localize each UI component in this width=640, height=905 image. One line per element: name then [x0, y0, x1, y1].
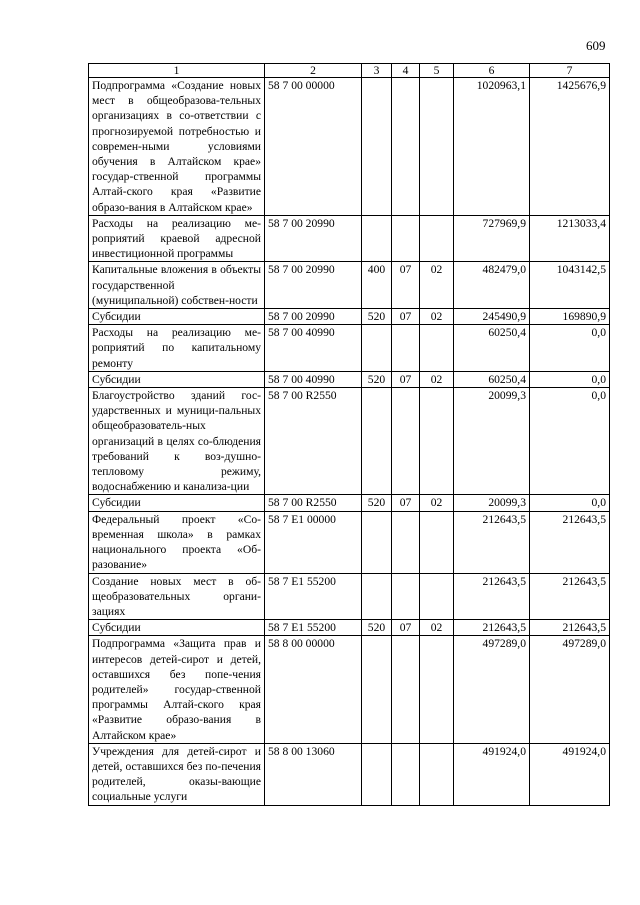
column-header: 5 [420, 64, 454, 78]
row-name: Расходы на реализацию ме-роприятий по капитальному ремонту [89, 325, 265, 372]
table-row [89, 309, 610, 325]
row-section: 07 [392, 495, 420, 511]
table-row [89, 743, 610, 805]
row-section [392, 511, 420, 573]
row-value-7: 1425676,9 [530, 78, 610, 216]
row-code: 58 7 00 40990 [265, 371, 362, 387]
row-type: 400 [362, 262, 392, 309]
row-subsection [420, 215, 454, 262]
row-value-7: 497289,0 [530, 636, 610, 743]
row-code: 58 7 E1 00000 [265, 511, 362, 573]
page-number: 609 [586, 38, 606, 53]
row-value-7: 212643,5 [530, 511, 610, 573]
row-type: 520 [362, 495, 392, 511]
row-value-6: 20099,3 [454, 388, 530, 495]
table-row [89, 495, 610, 511]
row-name: Субсидии [89, 309, 265, 325]
row-value-7: 1043142,5 [530, 262, 610, 309]
row-code: 58 7 00 R2550 [265, 495, 362, 511]
row-code: 58 7 00 00000 [265, 78, 362, 216]
row-section [392, 636, 420, 743]
row-subsection [420, 573, 454, 620]
row-type [362, 511, 392, 573]
row-subsection [420, 743, 454, 805]
row-type [362, 78, 392, 216]
row-value-6: 212643,5 [454, 511, 530, 573]
row-value-6: 491924,0 [454, 743, 530, 805]
row-name: Учреждения для детей-сирот и детей, оставшихся без по-печения родителей, оказы-вающие социальные услуги [89, 743, 265, 805]
row-type [362, 743, 392, 805]
row-code: 58 8 00 00000 [265, 636, 362, 743]
row-name: Создание новых мест в об-щеобразовательных органи-зациях [89, 573, 265, 620]
column-header: 6 [454, 64, 530, 78]
row-subsection [420, 388, 454, 495]
row-value-6: 497289,0 [454, 636, 530, 743]
table-row [89, 262, 610, 309]
row-value-7: 0,0 [530, 325, 610, 372]
row-name: Капитальные вложения в объекты государственной (муниципальной) собствен-ности [89, 262, 265, 309]
row-code: 58 8 00 13060 [265, 743, 362, 805]
row-subsection [420, 636, 454, 743]
row-type: 520 [362, 309, 392, 325]
row-value-7: 1213033,4 [530, 215, 610, 262]
row-value-7: 0,0 [530, 495, 610, 511]
row-subsection: 02 [420, 309, 454, 325]
row-type: 520 [362, 620, 392, 636]
table-row [89, 636, 610, 743]
row-section [392, 573, 420, 620]
table-row [89, 511, 610, 573]
column-header: 4 [392, 64, 420, 78]
row-value-7: 491924,0 [530, 743, 610, 805]
row-subsection [420, 78, 454, 216]
row-code: 58 7 00 40990 [265, 325, 362, 372]
column-header: 1 [89, 64, 265, 78]
table-row [89, 388, 610, 495]
row-name: Подпрограмма «Создание новых мест в общеобразова-тельных организациях в со-ответствии с прогнозируемой потребностью и современ-ными условиями обучения в Алтайском крае» государ-ственной программы Алтай-ского края «Развитие образо-вания в Алтайском крае» [89, 78, 265, 216]
row-value-7: 169890,9 [530, 309, 610, 325]
row-type [362, 388, 392, 495]
row-section [392, 325, 420, 372]
table-row [89, 620, 610, 636]
row-type: 520 [362, 371, 392, 387]
row-subsection: 02 [420, 620, 454, 636]
row-value-7: 0,0 [530, 371, 610, 387]
row-section [392, 743, 420, 805]
row-name: Благоустройство зданий гос-ударственных и муници-пальных общеобразователь-ных организаций в целях со-блюдения требований к воз-душно-тепловому режиму, водоснабжению и канализа-ции [89, 388, 265, 495]
row-section: 07 [392, 371, 420, 387]
row-name: Подпрограмма «Защита прав и интересов детей-сирот и детей, оставшихся без попе-чения родителей» государ-ственной программы Алтай-ского края «Развитие образо-вания в Алтайском крае» [89, 636, 265, 743]
row-subsection: 02 [420, 262, 454, 309]
row-name: Субсидии [89, 620, 265, 636]
column-header: 7 [530, 64, 610, 78]
table-row [89, 215, 610, 262]
row-value-6: 20099,3 [454, 495, 530, 511]
row-name: Субсидии [89, 495, 265, 511]
row-code: 58 7 E1 55200 [265, 573, 362, 620]
row-type [362, 636, 392, 743]
budget-table [88, 63, 610, 806]
row-value-6: 212643,5 [454, 620, 530, 636]
row-type [362, 215, 392, 262]
row-section: 07 [392, 309, 420, 325]
row-value-6: 212643,5 [454, 573, 530, 620]
row-code: 58 7 00 20990 [265, 309, 362, 325]
row-section [392, 215, 420, 262]
row-value-6: 245490,9 [454, 309, 530, 325]
row-subsection: 02 [420, 495, 454, 511]
row-section: 07 [392, 262, 420, 309]
row-section: 07 [392, 620, 420, 636]
row-value-6: 60250,4 [454, 371, 530, 387]
row-value-6: 1020963,1 [454, 78, 530, 216]
row-name: Федеральный проект «Со-временная школа» в рамках национального проекта «Об-разование» [89, 511, 265, 573]
row-value-6: 482479,0 [454, 262, 530, 309]
row-value-7: 0,0 [530, 388, 610, 495]
row-code: 58 7 00 R2550 [265, 388, 362, 495]
row-code: 58 7 E1 55200 [265, 620, 362, 636]
row-subsection [420, 511, 454, 573]
row-name: Субсидии [89, 371, 265, 387]
row-value-7: 212643,5 [530, 573, 610, 620]
row-value-6: 727969,9 [454, 215, 530, 262]
table-row [89, 371, 610, 387]
table-row [89, 573, 610, 620]
row-code: 58 7 00 20990 [265, 215, 362, 262]
table-row [89, 325, 610, 372]
column-header: 2 [265, 64, 362, 78]
column-header: 3 [362, 64, 392, 78]
table-row [89, 78, 610, 216]
row-type [362, 573, 392, 620]
row-subsection: 02 [420, 371, 454, 387]
row-value-7: 212643,5 [530, 620, 610, 636]
row-type [362, 325, 392, 372]
row-value-6: 60250,4 [454, 325, 530, 372]
row-section [392, 388, 420, 495]
row-code: 58 7 00 20990 [265, 262, 362, 309]
row-subsection [420, 325, 454, 372]
row-section [392, 78, 420, 216]
table-header-row [89, 64, 610, 78]
row-name: Расходы на реализацию ме-роприятий краевой адресной инвестиционной программы [89, 215, 265, 262]
